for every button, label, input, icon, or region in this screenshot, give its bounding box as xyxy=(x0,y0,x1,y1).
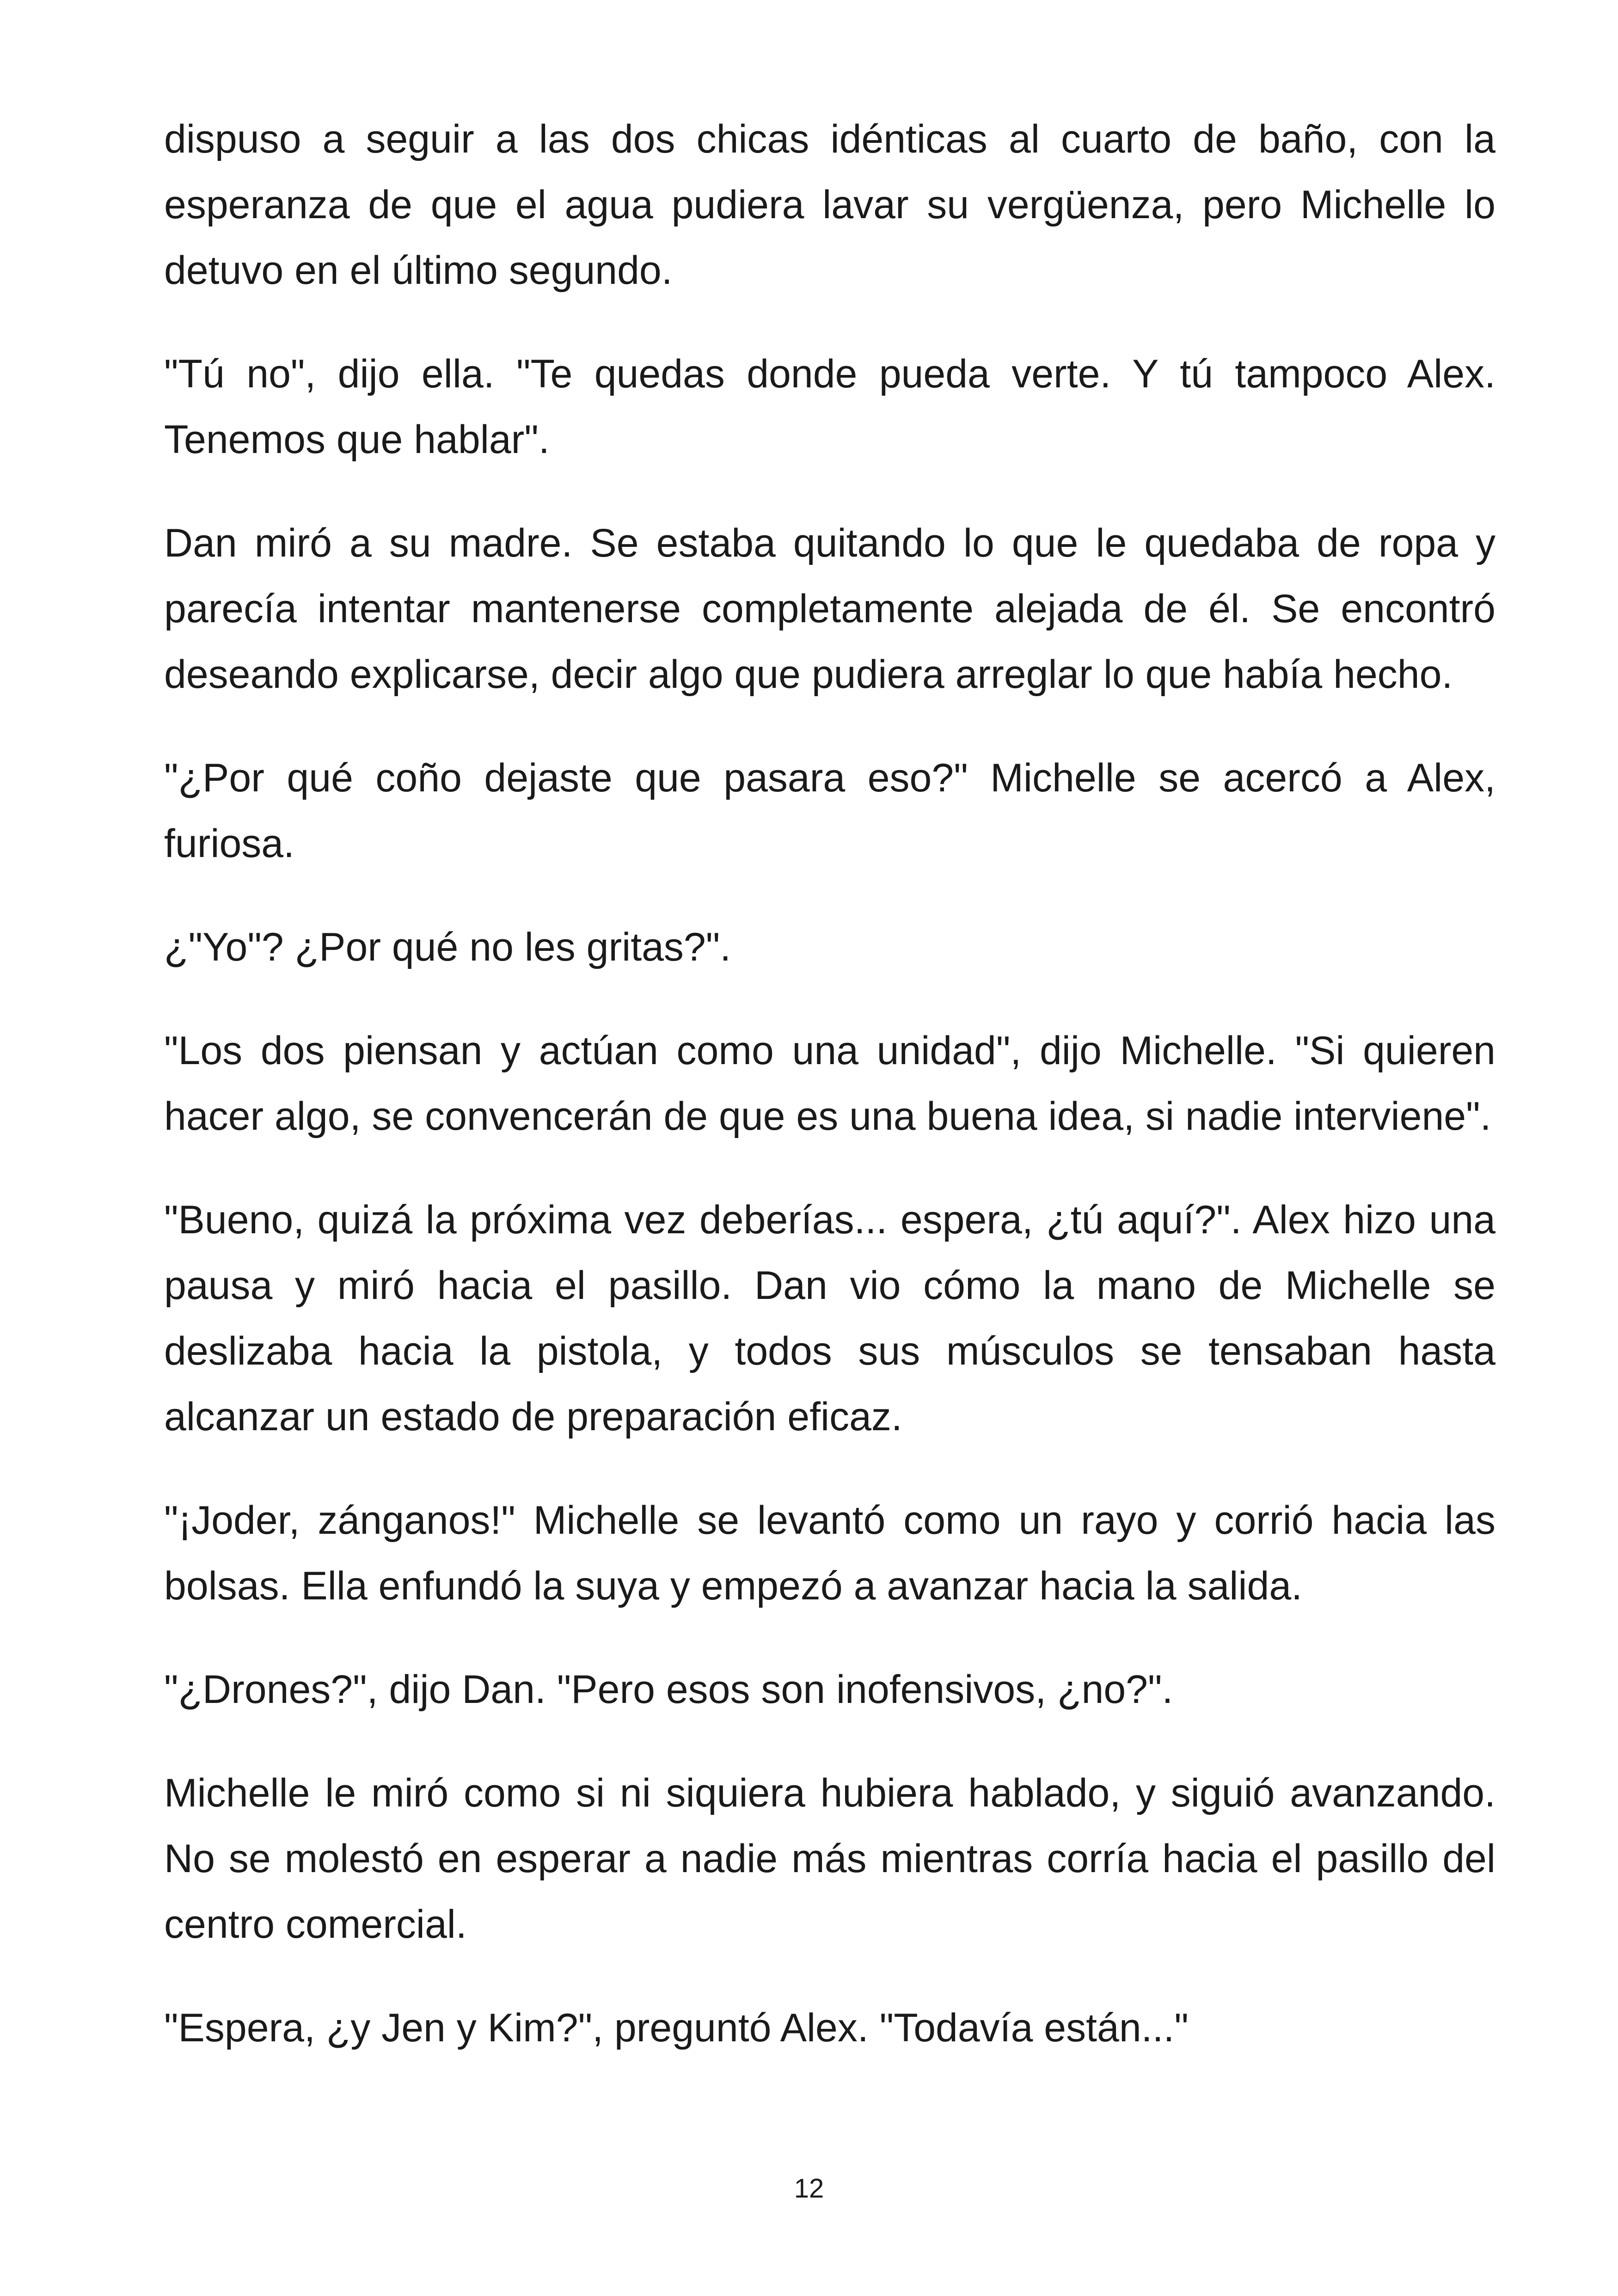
paragraph-3: Dan miró a su madre. Se estaba quitando lo que le quedaba de ropa y parecía intentar mantenerse completamente alejada de él. Se encontró deseando explicarse, decir algo que pudiera arreglar lo que había hecho. xyxy=(164,521,1495,697)
paragraph-11: "Espera, ¿y Jen y Kim?", preguntó Alex. "Todavía están..." xyxy=(164,2006,1189,2050)
paragraph-5: ¿"Yo"? ¿Por qué no les gritas?". xyxy=(164,925,731,969)
paragraph-8: "¡Joder, zánganos!" Michelle se levantó como un rayo y corrió hacia las bolsas. Ella enfundó la suya y empezó a avanzar hacia la salida. xyxy=(164,1498,1495,1608)
paragraph-9: "¿Drones?", dijo Dan. "Pero esos son inofensivos, ¿no?". xyxy=(164,1667,1173,1712)
paragraph-6: "Los dos piensan y actúan como una unidad", dijo Michelle. "Si quieren hacer algo, se convencerán de que es una buena idea, si nadie interviene". xyxy=(164,1029,1495,1139)
page-number: 12 xyxy=(794,2174,824,2204)
paragraph-2: "Tú no", dijo ella. "Te quedas donde pueda verte. Y tú tampoco Alex. Tenemos que hablar". xyxy=(164,352,1495,462)
paragraph-4: "¿Por qué coño dejaste que pasara eso?" Michelle se acercó a Alex, furiosa. xyxy=(164,756,1495,866)
paragraph-7: "Bueno, quizá la próxima vez deberías... espera, ¿tú aquí?". Alex hizo una pausa y miró hacia el pasillo. Dan vio cómo la mano de Michelle se deslizaba hacia la pistola, y todos sus músculos se tensaban hasta alcanzar un estado de preparación eficaz. xyxy=(164,1198,1495,1439)
paragraph-1: dispuso a seguir a las dos chicas idénticas al cuarto de baño, con la esperanza de que el agua pudiera lavar su vergüenza, pero Michelle lo detuvo en el último segundo. xyxy=(164,117,1495,293)
body-text xyxy=(164,106,1495,2099)
paragraph-10: Michelle le miró como si ni siquiera hubiera hablado, y siguió avanzando. No se molestó en esperar a nadie más mientras corría hacia el pasillo del centro comercial. xyxy=(164,1771,1495,1947)
